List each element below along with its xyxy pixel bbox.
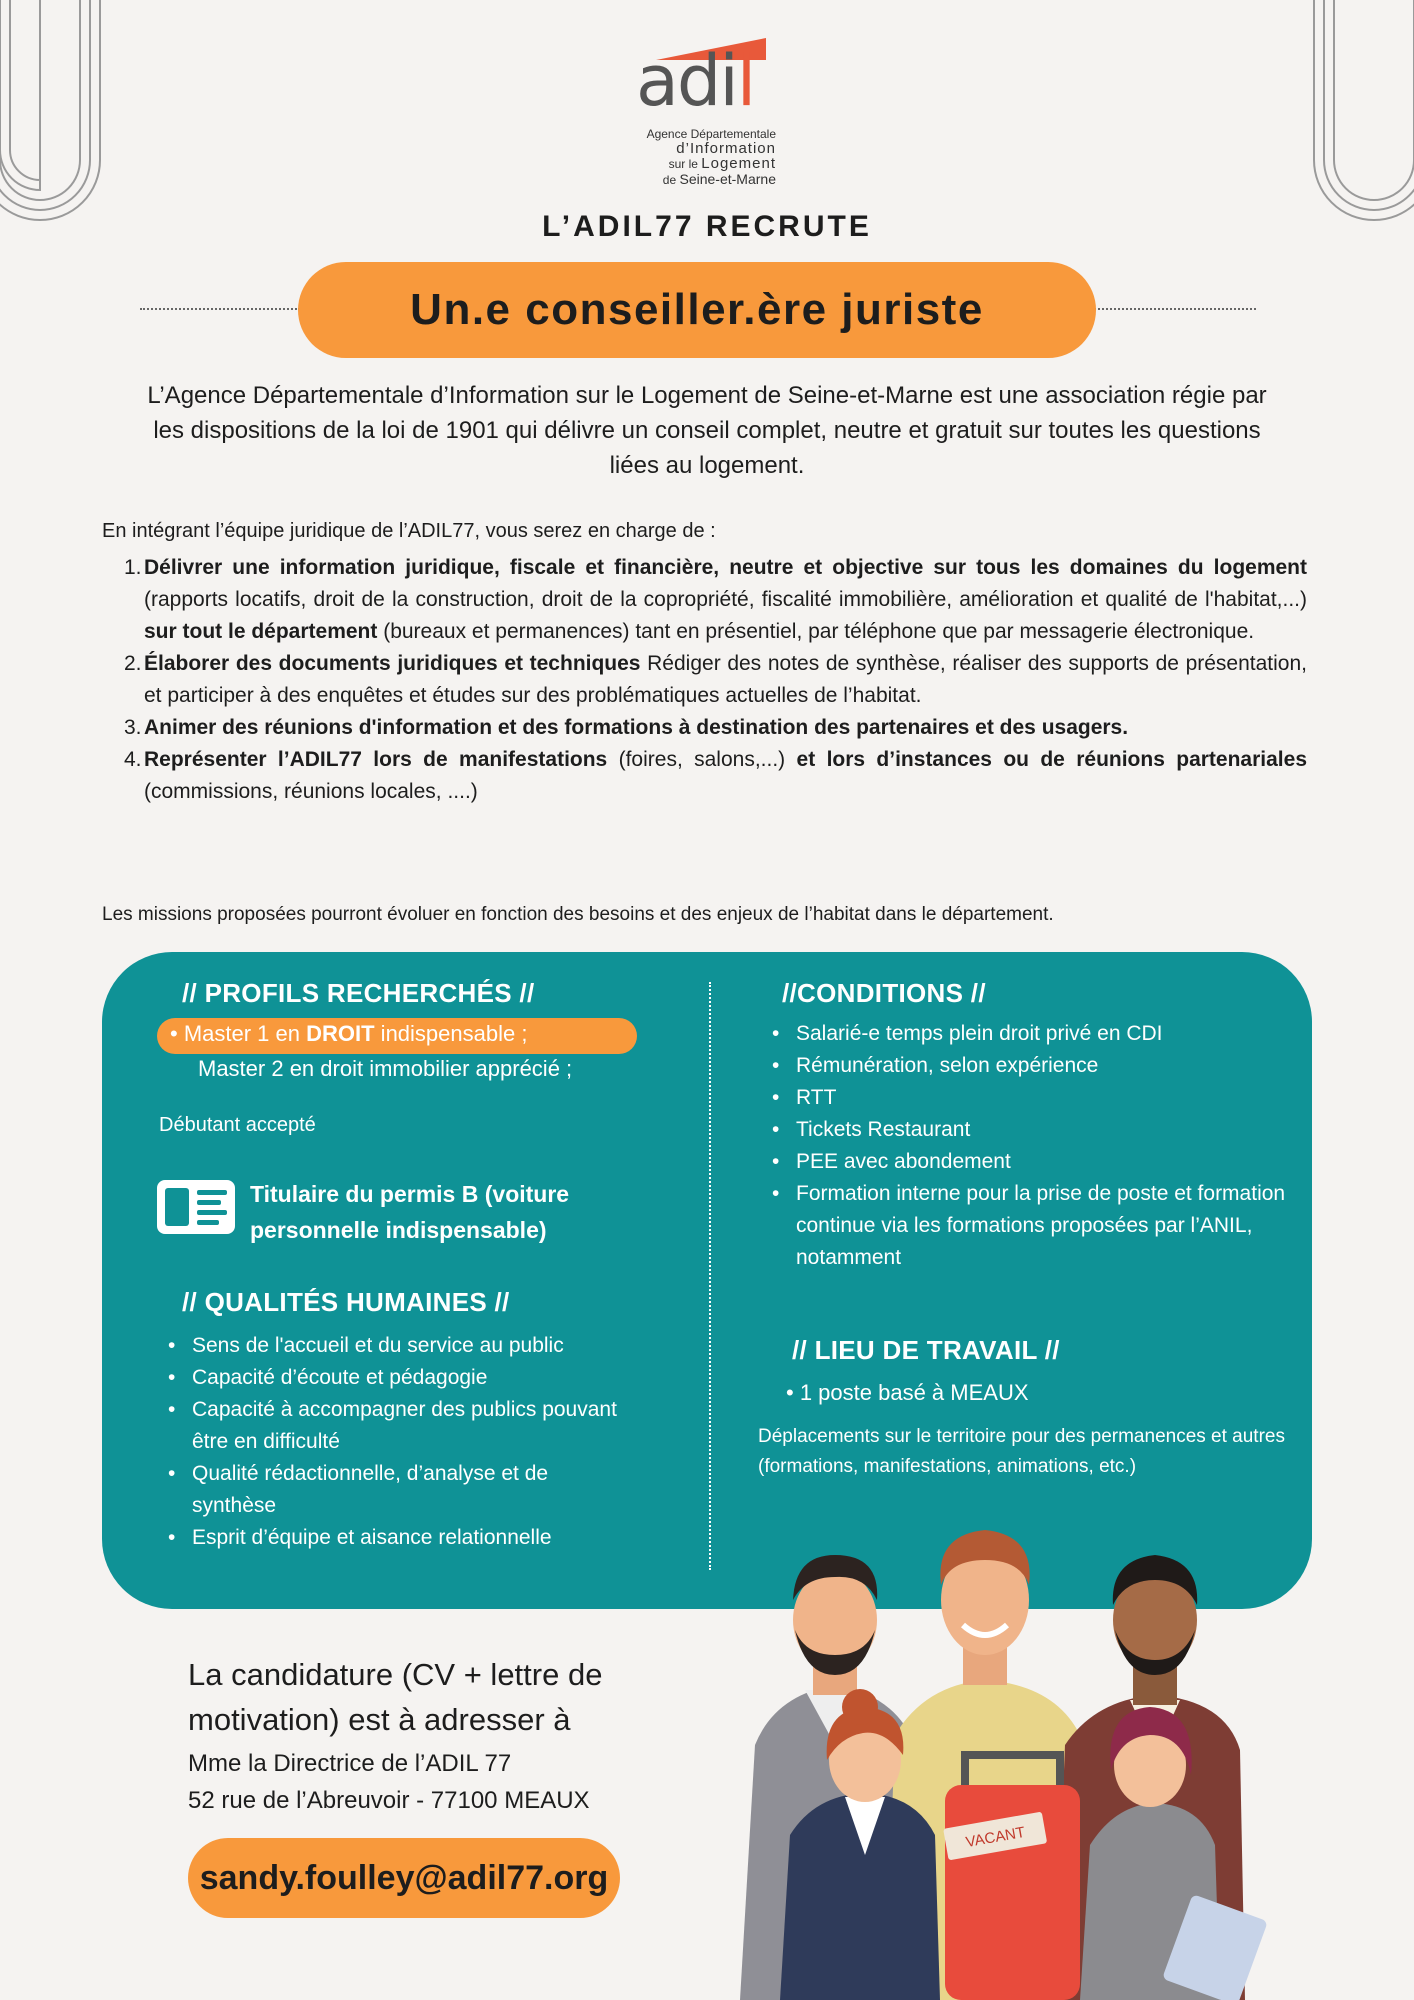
profils-heading: // PROFILS RECHERCHÉS // bbox=[182, 978, 535, 1008]
divider-right bbox=[1094, 308, 1256, 310]
vacant-sign: VACANT bbox=[964, 1823, 1027, 1852]
contact-email[interactable]: sandy.foulley@adil77.org bbox=[188, 1838, 620, 1918]
debutant-text: Débutant accepté bbox=[159, 1114, 316, 1136]
details-panel bbox=[102, 952, 1312, 1609]
list-item: • Capacité d’écoute et pédagogie bbox=[166, 1362, 626, 1394]
list-item: • Salarié-e temps plein droit privé en CDI bbox=[770, 1018, 1290, 1050]
panel-divider bbox=[709, 982, 711, 1570]
task-item: 1. Délivrer une information juridique, fiscale et financière, neutre et objective sur tous les domaines du logement (rapports locatifs, droit de la construction, droit de la copropriété, fiscalité immobilière, amélioration et qualité de l'habitat,...) sur tout le département (bureaux et permanences) tant en présentiel, par téléphone que par messagerie électronique. bbox=[124, 556, 1307, 643]
missions-note: Les missions proposées pourront évoluer en fonction des besoins et des enjeux de l’habitat dans le département. bbox=[102, 904, 1054, 925]
list-item: • RTT bbox=[770, 1082, 1290, 1114]
driving-license-icon bbox=[157, 1180, 235, 1234]
list-item: • Capacité à accompagner des publics pouvant être en difficulté bbox=[166, 1394, 626, 1458]
intro-paragraph: L’Agence Départementale d’Information sur le Logement de Seine-et-Marne est une association régie par les dispositions de la loi de 1901 qui délivre un conseil complet, neutre et gratuit sur toutes les questions liées au logement. bbox=[147, 382, 1267, 479]
list-item: • Rémunération, selon expérience bbox=[770, 1050, 1290, 1082]
recrute-heading: L’ADIL77 RECRUTE bbox=[542, 210, 872, 243]
qualites-list bbox=[166, 1330, 626, 1554]
application-instructions: La candidature (CV + lettre de motivation) est à adresser à bbox=[188, 1657, 603, 1737]
task-item: 3. Animer des réunions d'information et des formations à destination des partenaires et des usagers. bbox=[124, 716, 1129, 739]
divider-left bbox=[140, 308, 300, 310]
decorative-arcs-right bbox=[1304, 0, 1414, 240]
postal-address: Mme la Directrice de l’ADIL 77 52 rue de l’Abreuvoir - 77100 MEAUX bbox=[188, 1750, 590, 1814]
conditions-list bbox=[770, 1018, 1290, 1274]
task-item: 4. Représenter l’ADIL77 lors de manifestations (foires, salons,...) et lors d’instances ou de réunions partenariales (commissions, réunions locales, ....) bbox=[124, 748, 1307, 803]
qualites-heading: // QUALITÉS HUMAINES // bbox=[182, 1287, 510, 1317]
list-item: • Sens de l'accueil et du service au public bbox=[166, 1330, 626, 1362]
task-item: 2. Élaborer des documents juridiques et techniques Rédiger des notes de synthèse, réaliser des supports de présentation, et participer à des enquêtes et études sur des problématiques actuelles de l’habitat. bbox=[124, 652, 1307, 707]
tasks-list bbox=[102, 552, 1307, 808]
list-item: • Tickets Restaurant bbox=[770, 1114, 1290, 1146]
list-item: • Qualité rédactionnelle, d’analyse et de synthèse bbox=[166, 1458, 626, 1522]
list-item: • Esprit d’équipe et aisance relationnelle bbox=[166, 1522, 626, 1554]
logo-wordmark: adil bbox=[636, 40, 755, 122]
lieu-heading: // LIEU DE TRAVAIL // bbox=[792, 1335, 1060, 1365]
list-item: • Formation interne pour la prise de poste et formation continue via les formations proposées par l’ANIL, notamment bbox=[770, 1178, 1290, 1274]
job-title: Un.e conseiller.ère juriste bbox=[298, 262, 1096, 358]
deplacements-text: Déplacements sur le territoire pour des permanences et autres (formations, manifestations, animations, etc.) bbox=[758, 1426, 1285, 1477]
adil-logo bbox=[636, 38, 786, 198]
permis-requirement: Titulaire du permis B (voiture personnelle indispensable) bbox=[250, 1181, 570, 1243]
decorative-arcs-left bbox=[0, 0, 110, 240]
master2-requirement: Master 2 en droit immobilier apprécié ; bbox=[198, 1056, 573, 1081]
tasks-lead: En intégrant l’équipe juridique de l’ADIL77, vous serez en charge de : bbox=[102, 520, 716, 542]
poste-location: • 1 poste basé à MEAUX bbox=[786, 1380, 1029, 1405]
conditions-heading: //CONDITIONS // bbox=[782, 978, 986, 1008]
team-illustration bbox=[735, 1515, 1295, 2000]
list-item: • PEE avec abondement bbox=[770, 1146, 1290, 1178]
master1-requirement: • Master 1 en DROIT indispensable ; bbox=[170, 1021, 528, 1046]
logo-subtitle: Agence Départementale d’Information sur le Logement de Seine-et-Marne bbox=[646, 127, 776, 188]
